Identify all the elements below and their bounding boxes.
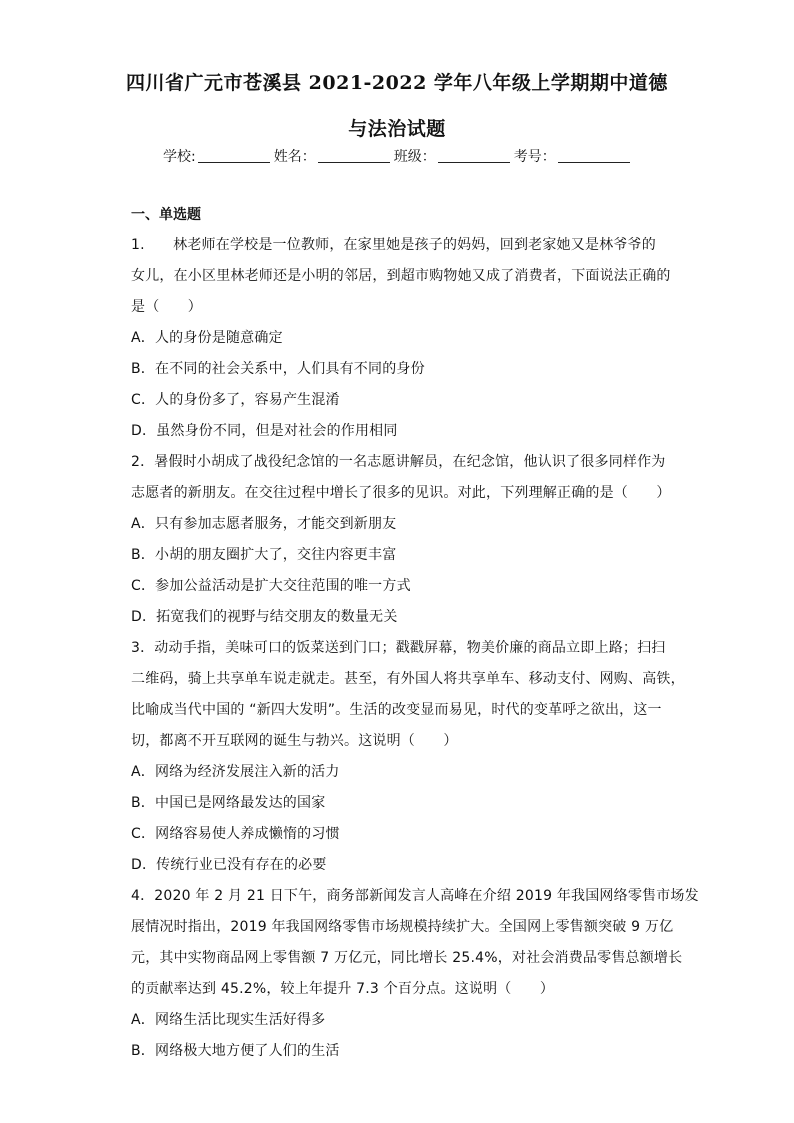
exam-title-line-2: 与法治试题	[348, 118, 446, 140]
section-heading: 一、单选题	[131, 207, 201, 223]
question-line: A．只有参加志愿者服务，才能交到新朋友	[131, 516, 397, 532]
question-line: 展情况时指出，2019 年我国网络零售市场规模持续扩大。全国网上零售额突破 9 万亿	[131, 919, 674, 935]
question-line: C．网络容易使人养成懒惰的习惯	[131, 826, 340, 842]
number-label: 考号：	[513, 149, 556, 165]
number-blank[interactable]	[558, 148, 630, 163]
question-line: 二维码，骑上共享单车说走就走。甚至，有外国人将共享单车、移动支付、网购、高铁，	[131, 671, 685, 687]
question-line: A．网络为经济发展注入新的活力	[131, 764, 340, 780]
school-label: 学校:	[163, 149, 196, 165]
question-line: D．拓宽我们的视野与结交朋友的数量无关	[131, 609, 398, 625]
student-info-row	[163, 146, 634, 166]
question-line: A．人的身份是随意确定	[131, 330, 283, 346]
question-line: 1. 林老师在学校是一位教师，在家里她是孩子的妈妈，回到老家她又是林爷爷的	[131, 237, 656, 253]
question-line: 3．动动手指，美味可口的饭菜送到门口；戳戳屏幕，物美价廉的商品立即上路；扫扫	[131, 640, 666, 656]
school-blank[interactable]	[198, 148, 270, 163]
question-line: 的贡献率达到 45.2%，较上年提升 7.3 个百分点。这说明（ ）	[131, 981, 555, 997]
question-line: 2．暑假时小胡成了战役纪念馆的一名志愿讲解员，在纪念馆，他认识了很多同样作为	[131, 454, 666, 470]
question-line: 志愿者的新朋友。在交往过程中增长了很多的见识。对此，下列理解正确的是（ ）	[131, 485, 671, 501]
question-line: B．网络极大地方便了人们的生活	[131, 1043, 340, 1059]
name-blank[interactable]	[318, 148, 390, 163]
exam-title-line-1: 四川省广元市苍溪县 2021-2022 学年八年级上学期期中道德	[126, 72, 668, 94]
question-line: 4．2020 年 2 月 21 日下午，商务部新闻发言人高峰在介绍 2019 年我国网络零售市场发	[131, 888, 699, 904]
question-line: 切，都离不开互联网的诞生与勃兴。这说明（ ）	[131, 733, 458, 749]
question-line: B．中国已是网络最发达的国家	[131, 795, 326, 811]
question-line: B．小胡的朋友圈扩大了，交往内容更丰富	[131, 547, 397, 563]
question-line: B．在不同的社会关系中，人们具有不同的身份	[131, 361, 425, 377]
question-line: D．虽然身份不同，但是对社会的作用相同	[131, 423, 398, 439]
name-label: 姓名：	[273, 149, 316, 165]
class-label: 班级：	[393, 149, 436, 165]
class-blank[interactable]	[438, 148, 510, 163]
question-line: 是（ ）	[131, 299, 202, 315]
question-line: 元，其中实物商品网上零售额 7 万亿元，同比增长 25.4%，对社会消费品零售总额增长	[131, 950, 683, 966]
question-line: D．传统行业已没有存在的必要	[131, 857, 327, 873]
question-line: A．网络生活比现实生活好得多	[131, 1012, 326, 1028]
question-line: C．人的身份多了，容易产生混淆	[131, 392, 340, 408]
question-line: 女儿，在小区里林老师还是小明的邻居，到超市购物她又成了消费者，下面说法正确的	[131, 268, 671, 284]
question-line: 比喻成当代中国的 “新四大发明”。生活的改变显而易见，时代的变革呼之欲出，这一	[131, 702, 662, 718]
question-line: C．参加公益活动是扩大交往范围的唯一方式	[131, 578, 411, 594]
